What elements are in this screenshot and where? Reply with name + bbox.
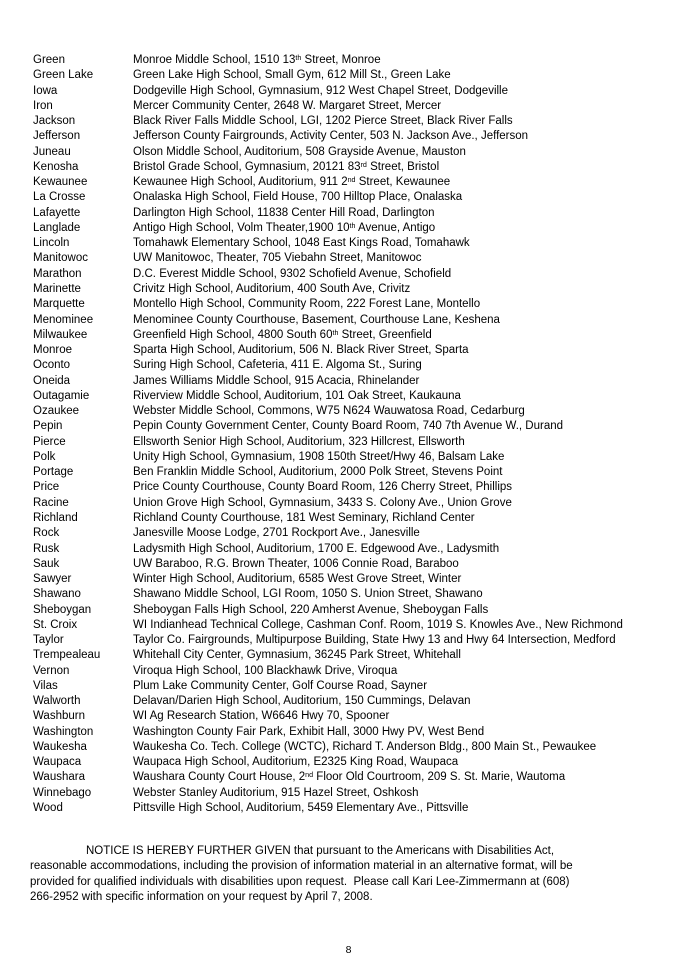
county-name: Washington [33, 725, 94, 738]
polling-location: Winter High School, Auditorium, 6585 West Grove Street, Winter [133, 573, 462, 586]
county-location-row [33, 435, 623, 450]
county-name: Rusk [33, 542, 60, 555]
county-location-row [33, 145, 623, 160]
county-location-row [33, 618, 623, 633]
polling-location: James Williams Middle School, 915 Acacia, Rhinelander [133, 374, 420, 387]
county-name: Ozaukee [33, 405, 80, 418]
polling-location: Union Grove High School, Gymnasium, 3433 S. Colony Ave., Union Grove [133, 496, 512, 509]
county-name: Sawyer [33, 573, 72, 586]
county-name: Sauk [33, 557, 60, 570]
ordinal-superscript: nd [347, 175, 356, 184]
county-name: Menominee [33, 313, 94, 326]
ordinal-superscript: th [349, 221, 356, 230]
county-name: Winnebago [33, 786, 92, 799]
county-location-row [33, 343, 623, 358]
county-location-row [33, 297, 623, 312]
county-location-row [33, 679, 623, 694]
county-name: Sheboygan [33, 603, 92, 616]
county-location-row [33, 572, 623, 587]
county-name: Waushara [33, 771, 85, 784]
county-name: Iowa [33, 84, 58, 97]
ordinal-superscript: nd [305, 771, 314, 780]
county-location-row [33, 709, 623, 724]
polling-location: Richland County Courthouse, 181 West Seminary, Richland Center [133, 511, 475, 524]
county-location-row [33, 557, 623, 572]
polling-location: Sheboygan Falls High School, 220 Amherst Avenue, Sheboygan Falls [133, 603, 489, 616]
county-name: Oconto [33, 359, 71, 372]
county-name: Walworth [33, 695, 81, 708]
county-name: Portage [33, 466, 74, 479]
county-location-row [33, 603, 623, 618]
county-name: Green Lake [33, 69, 94, 82]
polling-location: Ladysmith High School, Auditorium, 1700 E. Edgewood Ave., Ladysmith [133, 542, 500, 555]
county-name: Manitowoc [33, 252, 88, 265]
county-name: Marquette [33, 298, 85, 311]
polling-location: Suring High School, Cafeteria, 411 E. Algoma St., Suring [133, 359, 422, 372]
county-location-row [33, 465, 623, 480]
polling-location: Montello High School, Community Room, 222 Forest Lane, Montello [133, 298, 481, 311]
county-location-row [33, 496, 623, 511]
polling-location: Jefferson County Fairgrounds, Activity Center, 503 N. Jackson Ave., Jefferson [133, 130, 529, 143]
polling-location: D.C. Everest Middle School, 9302 Schofield Avenue, Schofield [133, 267, 452, 280]
county-name: Price [33, 481, 60, 494]
county-location-row [33, 84, 623, 99]
county-name: Taylor [33, 634, 64, 647]
county-location-row [33, 221, 623, 236]
polling-location: Greenfield High School, 4800 South 60th Street, Greenfield [133, 328, 432, 341]
county-location-row [33, 114, 623, 129]
polling-location: Tomahawk Elementary School, 1048 East Kings Road, Tomahawk [133, 237, 470, 250]
county-name: Langlade [33, 221, 81, 234]
county-name: Marinette [33, 282, 81, 295]
county-location-row [33, 358, 623, 373]
county-location-row [33, 374, 623, 389]
county-location-row [33, 53, 623, 68]
county-location-row [33, 542, 623, 557]
polling-location: Shawano Middle School, LGI Room, 1050 S. Union Street, Shawano [133, 588, 483, 601]
polling-location: Bristol Grade School, Gymnasium, 20121 83rd Street, Bristol [133, 160, 440, 173]
polling-location: Ben Franklin Middle School, Auditorium, 2000 Polk Street, Stevens Point [133, 466, 503, 479]
polling-location: Unity High School, Gymnasium, 1908 150th Street/Hwy 46, Balsam Lake [133, 450, 505, 463]
county-name: La Crosse [33, 191, 86, 204]
county-location-row [33, 206, 623, 221]
notice-line: NOTICE IS HEREBY FURTHER GIVEN that pursuant to the Americans with Disabilities Act, [86, 845, 555, 857]
polling-location: Price County Courthouse, County Board Room, 126 Cherry Street, Phillips [133, 481, 513, 494]
page-number: 8 [345, 944, 352, 956]
county-location-row [33, 648, 623, 663]
county-location-list [33, 53, 623, 816]
notice-line: reasonable accommodations, including the provision of information material in an alternative format, will be [30, 860, 573, 873]
county-name: Rock [33, 527, 60, 540]
county-location-row [33, 419, 623, 434]
polling-location: Plum Lake Community Center, Golf Course Road, Sayner [133, 679, 428, 692]
county-name: Jackson [33, 115, 76, 128]
polling-location: Monroe Middle School, 1510 13th Street, Monroe [133, 53, 381, 66]
county-name: Vernon [33, 664, 70, 677]
county-name: Trempealeau [33, 649, 101, 662]
county-name: Shawano [33, 588, 81, 601]
county-location-row [33, 160, 623, 175]
county-location-row [33, 129, 623, 144]
county-location-row [33, 587, 623, 602]
polling-location: WI Ag Research Station, W6646 Hwy 70, Spooner [133, 710, 390, 723]
ada-notice-paragraph [30, 844, 680, 905]
polling-location: Pepin County Government Center, County Board Room, 740 7th Avenue W., Durand [133, 420, 564, 433]
county-name: Green [33, 54, 65, 66]
polling-location: Menominee County Courthouse, Basement, Courthouse Lane, Keshena [133, 313, 500, 326]
polling-location: Webster Middle School, Commons, W75 N624 Wauwatosa Road, Cedarburg [133, 405, 525, 418]
polling-location: UW Baraboo, R.G. Brown Theater, 1006 Connie Road, Baraboo [133, 557, 459, 570]
polling-location: Taylor Co. Fairgrounds, Multipurpose Building, State Hwy 13 and Hwy 64 Intersection, Medford [133, 634, 616, 647]
county-name: Jefferson [33, 130, 81, 143]
polling-location: Black River Falls Middle School, LGI, 1202 Pierce Street, Black River Falls [133, 115, 513, 128]
polling-location: Webster Stanley Auditorium, 915 Hazel Street, Oshkosh [133, 786, 419, 799]
polling-location: UW Manitowoc, Theater, 705 Viebahn Street, Manitowoc [133, 252, 422, 265]
county-name: Lincoln [33, 237, 70, 250]
polling-location: Antigo High School, Volm Theater,1900 10th Avenue, Antigo [133, 221, 436, 234]
county-name: Pepin [33, 420, 63, 433]
polling-location: Pittsville High School, Auditorium, 5459 Elementary Ave., Pittsville [133, 802, 469, 815]
polling-location: Crivitz High School, Auditorium, 400 South Ave, Crivitz [133, 282, 411, 295]
polling-location: Waukesha Co. Tech. College (WCTC), Richard T. Anderson Bldg., 800 Main St., Pewaukee [133, 740, 597, 753]
polling-location: Viroqua High School, 100 Blackhawk Drive, Viroqua [133, 664, 398, 677]
polling-location: Olson Middle School, Auditorium, 508 Grayside Avenue, Mauston [133, 145, 466, 158]
county-location-row [33, 404, 623, 419]
ordinal-superscript: th [332, 328, 339, 337]
county-location-row [33, 633, 623, 648]
county-name: Oneida [33, 374, 71, 387]
polling-location: Darlington High School, 11838 Center Hill Road, Darlington [133, 206, 435, 219]
county-location-row [33, 450, 623, 465]
county-location-row [33, 526, 623, 541]
county-location-row [33, 389, 623, 404]
polling-location: Waupaca High School, Auditorium, E2325 King Road, Waupaca [133, 756, 459, 769]
polling-location: Washington County Fair Park, Exhibit Hall, 3000 Hwy PV, West Bend [133, 725, 485, 738]
county-name: Pierce [33, 435, 66, 448]
polling-location: Janesville Moose Lodge, 2701 Rockport Ave., Janesville [133, 527, 420, 540]
polling-location: Whitehall City Center, Gymnasium, 36245 Park Street, Whitehall [133, 649, 461, 662]
county-name: Kenosha [33, 160, 79, 173]
county-name: Juneau [33, 145, 71, 158]
county-name: Marathon [33, 267, 82, 280]
county-location-row [33, 740, 623, 755]
county-name: Iron [33, 99, 53, 112]
county-name: Vilas [33, 679, 58, 692]
county-location-row [33, 99, 623, 114]
county-location-row [33, 725, 623, 740]
county-location-row [33, 755, 623, 770]
county-name: Monroe [33, 344, 72, 357]
county-location-row [33, 786, 623, 801]
county-location-row [33, 770, 623, 785]
county-name: Waupaca [33, 756, 82, 769]
county-name: Richland [33, 511, 78, 524]
ordinal-superscript: th [295, 53, 302, 62]
county-location-row [33, 267, 623, 282]
polling-location: Onalaska High School, Field House, 700 Hilltop Place, Onalaska [133, 191, 463, 204]
county-location-row [33, 236, 623, 251]
county-name: Washburn [33, 710, 85, 723]
polling-location: Delavan/Darien High School, Auditorium, 150 Cummings, Delavan [133, 695, 471, 708]
county-location-row [33, 313, 623, 328]
county-location-row [33, 190, 623, 205]
county-location-row [33, 664, 623, 679]
polling-location: Green Lake High School, Small Gym, 612 Mill St., Green Lake [133, 69, 451, 82]
polling-location: Dodgeville High School, Gymnasium, 912 West Chapel Street, Dodgeville [133, 84, 509, 97]
notice-line: 266-2952 with specific information on your request by April 7, 2008. [30, 890, 373, 903]
polling-location: Ellsworth Senior High School, Auditorium, 323 Hillcrest, Ellsworth [133, 435, 465, 448]
county-name: Wood [33, 802, 63, 815]
ordinal-superscript: rd [360, 160, 367, 169]
polling-location: Sparta High School, Auditorium, 506 N. Black River Street, Sparta [133, 344, 469, 357]
county-name: Lafayette [33, 206, 81, 219]
polling-location: Mercer Community Center, 2648 W. Margaret Street, Mercer [133, 99, 442, 112]
county-name: Outagamie [33, 389, 90, 402]
county-name: Polk [33, 450, 56, 463]
county-location-row [33, 68, 623, 83]
polling-location: WI Indianhead Technical College, Cashman Conf. Room, 1019 S. Knowles Ave., New Richmond [133, 618, 623, 631]
notice-line: provided for qualified individuals with disabilities upon request. Please call Kari Lee-Zimmermann at (608) [30, 875, 570, 888]
county-location-row [33, 175, 623, 190]
polling-location: Kewaunee High School, Auditorium, 911 2nd Street, Kewaunee [133, 175, 451, 189]
polling-location: Waushara County Court House, 2nd Floor Old Courtroom, 209 S. St. Marie, Wautoma [133, 771, 566, 784]
county-location-row [33, 694, 623, 709]
county-location-row [33, 801, 623, 816]
county-name: Kewaunee [33, 176, 88, 189]
county-location-row [33, 480, 623, 495]
county-location-row [33, 328, 623, 343]
county-name: Waukesha [33, 740, 87, 753]
county-location-row [33, 282, 623, 297]
county-name: St. Croix [33, 618, 78, 631]
county-name: Milwaukee [33, 328, 88, 341]
county-name: Racine [33, 496, 69, 509]
county-location-row [33, 251, 623, 266]
polling-location: Riverview Middle School, Auditorium, 101 Oak Street, Kaukauna [133, 389, 461, 402]
county-location-row [33, 511, 623, 526]
